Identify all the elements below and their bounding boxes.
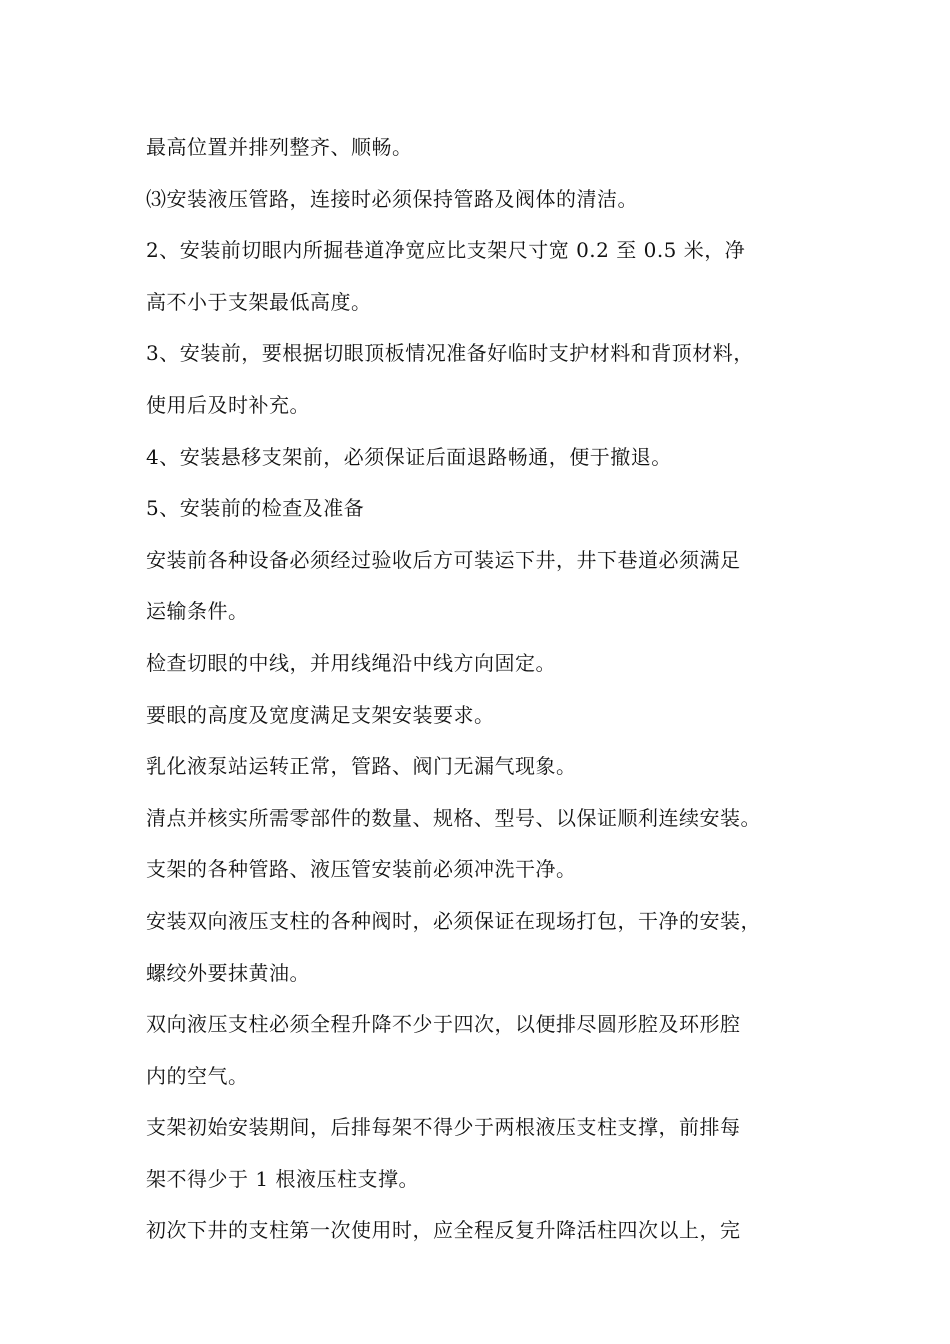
text-line: 安装前各种设备必须经过验收后方可装运下井，井下巷道必须满足 bbox=[146, 547, 741, 572]
document-body bbox=[146, 134, 816, 1269]
text-line: 清点并核实所需零部件的数量、规格、型号、以保证顺利连续安装。 bbox=[146, 805, 761, 830]
text-line: 运输条件。 bbox=[146, 599, 249, 624]
text-line: 螺绞外要抹黄油。 bbox=[146, 960, 310, 985]
text-line: 3、安装前，要根据切眼顶板情况准备好临时支护材料和背顶材料， bbox=[146, 341, 754, 366]
text-line: 架不得少于 1 根液压柱支撑。 bbox=[146, 1166, 419, 1191]
text-line: 最高位置并排列整齐、顺畅。 bbox=[146, 135, 413, 159]
text-line: 检查切眼的中线，并用线绳沿中线方向固定。 bbox=[146, 650, 556, 675]
text-line: 支架初始安装期间，后排每架不得少于两根液压支柱支撑，前排每 bbox=[146, 1115, 741, 1140]
text-line: 使用后及时补充。 bbox=[146, 392, 310, 417]
text-line: 高不小于支架最低高度。 bbox=[146, 289, 372, 314]
text-line: 2、安装前切眼内所掘巷道净宽应比支架尺寸宽 0.2 至 0.5 米，净 bbox=[146, 238, 746, 263]
text-line: 初次下井的支柱第一次使用时，应全程反复升降活柱四次以上，完 bbox=[146, 1218, 741, 1243]
text-line: 双向液压支柱必须全程升降不少于四次，以便排尽圆形腔及环形腔 bbox=[146, 1012, 741, 1037]
text-line: 安装双向液压支柱的各种阀时，必须保证在现场打包，干净的安装， bbox=[146, 908, 761, 933]
text-line: 乳化液泵站运转正常，管路、阀门无漏气现象。 bbox=[146, 754, 577, 779]
text-line: 5、安装前的检查及准备 bbox=[146, 496, 365, 521]
text-line: 要眼的高度及宽度满足支架安装要求。 bbox=[146, 702, 495, 727]
text-line: ⑶安装液压管路，连接时必须保持管路及阀体的清洁。 bbox=[146, 186, 638, 211]
text-line: 内的空气。 bbox=[146, 1063, 249, 1088]
text-line: 4、安装悬移支架前，必须保证后面退路畅通，便于撤退。 bbox=[146, 444, 672, 469]
text-line: 支架的各种管路、液压管安装前必须冲洗干净。 bbox=[146, 857, 577, 882]
